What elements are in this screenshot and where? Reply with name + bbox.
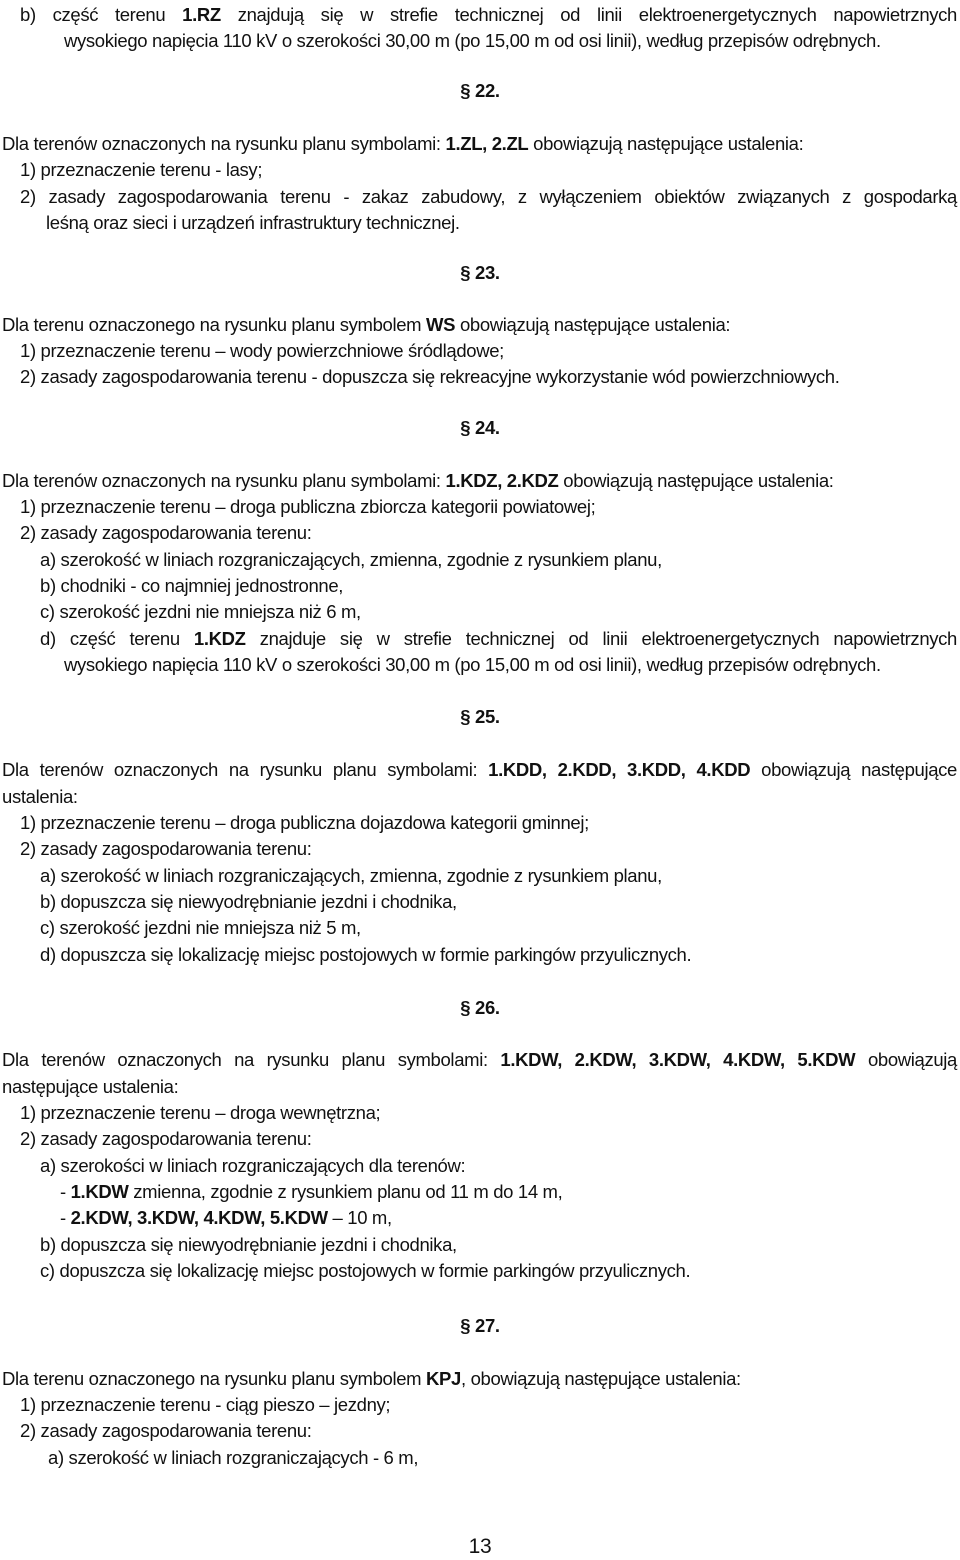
paragraph-line: Dla terenów oznaczonych na rysunku planu symbolami: 1.ZL, 2.ZL obowiązują następujące ustalenia: [2, 133, 804, 154]
list-item: a) szerokość w liniach rozgraniczających, zmienna, zgodnie z rysunkiem planu, [40, 549, 662, 570]
section-heading-24: § 24. [460, 417, 500, 438]
list-item: - 2.KDW, 3.KDW, 4.KDW, 5.KDW – 10 m, [60, 1207, 392, 1228]
list-item: 2) zasady zagospodarowania terenu - zakaz zabudowy, z wyłączeniem obiektów związanych z gospodarką [20, 186, 957, 207]
paragraph-line: następujące ustalenia: [2, 1076, 179, 1097]
list-item: 1) przeznaczenie terenu – droga publiczna dojazdowa kategorii gminnej; [20, 812, 589, 833]
paragraph-line: ustalenia: [2, 786, 78, 807]
list-item: 1) przeznaczenie terenu – droga publiczna zbiorcza kategorii powiatowej; [20, 496, 596, 517]
paragraph-line: b) część terenu 1.RZ znajdują się w strefie technicznej od linii elektroenergetycznych napowietrznych [20, 4, 957, 25]
list-item: c) dopuszcza się lokalizację miejsc postojowych w formie parkingów przyulicznych. [40, 1260, 691, 1281]
section-heading-26: § 26. [460, 997, 500, 1018]
list-item: - 1.KDW zmienna, zgodnie z rysunkiem planu od 11 m do 14 m, [60, 1181, 563, 1202]
list-item: 1) przeznaczenie terenu – wody powierzchniowe śródlądowe; [20, 340, 504, 361]
list-item: 2) zasady zagospodarowania terenu: [20, 522, 312, 543]
section-heading-27: § 27. [460, 1315, 500, 1336]
page-number: 13 [468, 1535, 492, 1558]
list-item: 1) przeznaczenie terenu – droga wewnętrzna; [20, 1102, 381, 1123]
section-heading-23: § 23. [460, 262, 500, 283]
paragraph-line: Dla terenów oznaczonych na rysunku planu symbolami: 1.KDD, 2.KDD, 3.KDD, 4.KDD obowiązują następujące [2, 759, 957, 780]
list-item: d) część terenu 1.KDZ znajduje się w strefie technicznej od linii elektroenergetycznych napowietrznych [40, 628, 957, 649]
paragraph-line: Dla terenu oznaczonego na rysunku planu symbolem KPJ, obowiązują następujące ustalenia: [2, 1368, 741, 1389]
list-item: c) szerokość jezdni nie mniejsza niż 5 m, [40, 917, 361, 938]
list-item: a) szerokość w liniach rozgraniczających - 6 m, [48, 1447, 419, 1468]
list-item: 2) zasady zagospodarowania terenu - dopuszcza się rekreacyjne wykorzystanie wód powierzchniowych. [20, 366, 840, 387]
list-item: d) dopuszcza się lokalizację miejsc postojowych w formie parkingów przyulicznych. [40, 944, 692, 965]
paragraph-line: Dla terenu oznaczonego na rysunku planu symbolem WS obowiązują następujące ustalenia: [2, 314, 731, 335]
list-item: 2) zasady zagospodarowania terenu: [20, 1420, 312, 1441]
paragraph-line: wysokiego napięcia 110 kV o szerokości 30,00 m (po 15,00 m od osi linii), według przepisów odrębnych. [64, 30, 881, 51]
paragraph-line: Dla terenów oznaczonych na rysunku planu symbolami: 1.KDZ, 2.KDZ obowiązują następujące ustalenia: [2, 470, 834, 491]
list-item: wysokiego napięcia 110 kV o szerokości 30,00 m (po 15,00 m od osi linii), według przepisów odrębnych. [64, 654, 881, 675]
list-item: 2) zasady zagospodarowania terenu: [20, 1128, 312, 1149]
list-item: a) szerokości w liniach rozgraniczających dla terenów: [40, 1155, 466, 1176]
list-item: 2) zasady zagospodarowania terenu: [20, 838, 312, 859]
list-item: 1) przeznaczenie terenu - ciąg pieszo – jezdny; [20, 1394, 391, 1415]
list-item: b) dopuszcza się niewyodrębnianie jezdni i chodnika, [40, 891, 457, 912]
list-item: b) dopuszcza się niewyodrębnianie jezdni i chodnika, [40, 1234, 457, 1255]
list-item: c) szerokość jezdni nie mniejsza niż 6 m, [40, 601, 361, 622]
section-heading-25: § 25. [460, 706, 500, 727]
section-heading-22: § 22. [460, 80, 500, 101]
list-item: a) szerokość w liniach rozgraniczających, zmienna, zgodnie z rysunkiem planu, [40, 865, 662, 886]
list-item: 1) przeznaczenie terenu - lasy; [20, 159, 263, 180]
list-item: b) chodniki - co najmniej jednostronne, [40, 575, 344, 596]
paragraph-line: Dla terenów oznaczonych na rysunku planu symbolami: 1.KDW, 2.KDW, 3.KDW, 4.KDW, 5.KDW obowiązują [2, 1049, 958, 1070]
list-item: leśną oraz sieci i urządzeń infrastruktury technicznej. [46, 212, 460, 233]
